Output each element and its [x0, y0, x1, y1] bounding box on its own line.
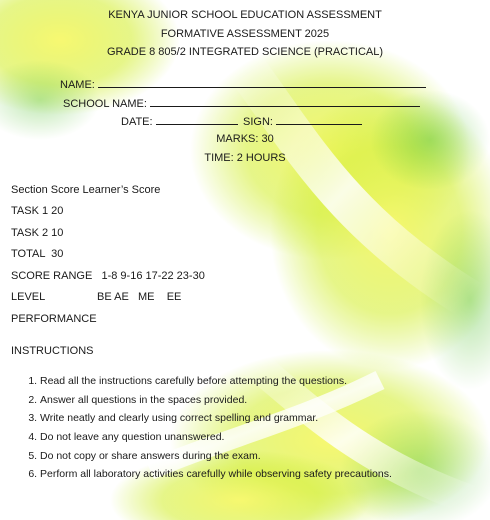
marks-text: MARKS: 30	[216, 133, 274, 145]
instructions-title: INSTRUCTIONS	[11, 345, 94, 357]
paper-title: GRADE 8 805/2 INTEGRATED SCIENCE (PRACTICAL)	[106, 46, 384, 58]
school-name-label: SCHOOL NAME:	[63, 98, 147, 110]
sign-field[interactable]	[243, 114, 362, 128]
instruction-item: 5. Do not copy or share answers during the exam.	[40, 449, 392, 468]
total-row: TOTAL 30	[11, 248, 64, 260]
time-text: TIME: 2 HOURS	[204, 152, 286, 164]
date-field[interactable]	[121, 114, 238, 128]
instruction-item: 4. Do not leave any question unanswered.	[40, 430, 392, 449]
instruction-item: 6. Perform all laboratory activities carefully while observing safety precautions.	[40, 467, 392, 486]
name-label: NAME:	[60, 79, 95, 91]
date-label: DATE:	[121, 116, 153, 128]
school-name-field[interactable]	[63, 96, 420, 110]
task2-row: TASK 2 10	[11, 227, 64, 239]
instructions-list	[10, 374, 392, 486]
name-blank[interactable]	[98, 77, 426, 88]
date-blank[interactable]	[156, 114, 238, 125]
instruction-item: 2. Answer all questions in the spaces provided.	[40, 393, 392, 412]
sign-label: SIGN:	[243, 116, 273, 128]
score-range-row: SCORE RANGE 1-8 9-16 17-22 23-30	[11, 270, 205, 282]
instruction-item: 1. Read all the instructions carefully before attempting the questions.	[40, 374, 392, 393]
sign-blank[interactable]	[276, 114, 362, 125]
level-label: LEVEL	[11, 291, 46, 303]
instruction-item: 3. Write neatly and clearly using correct spelling and grammar.	[40, 411, 392, 430]
performance-label: PERFORMANCE	[11, 313, 97, 325]
school-name-blank[interactable]	[150, 96, 420, 107]
task1-row: TASK 1 20	[11, 205, 64, 217]
score-table-header: Section Score Learner’s Score	[11, 184, 161, 196]
assessment-name: FORMATIVE ASSESSMENT 2025	[160, 28, 330, 40]
level-values: BE AE ME EE	[97, 291, 182, 303]
name-field[interactable]	[60, 77, 426, 91]
exam-body-title: KENYA JUNIOR SCHOOL EDUCATION ASSESSMENT	[108, 9, 382, 21]
